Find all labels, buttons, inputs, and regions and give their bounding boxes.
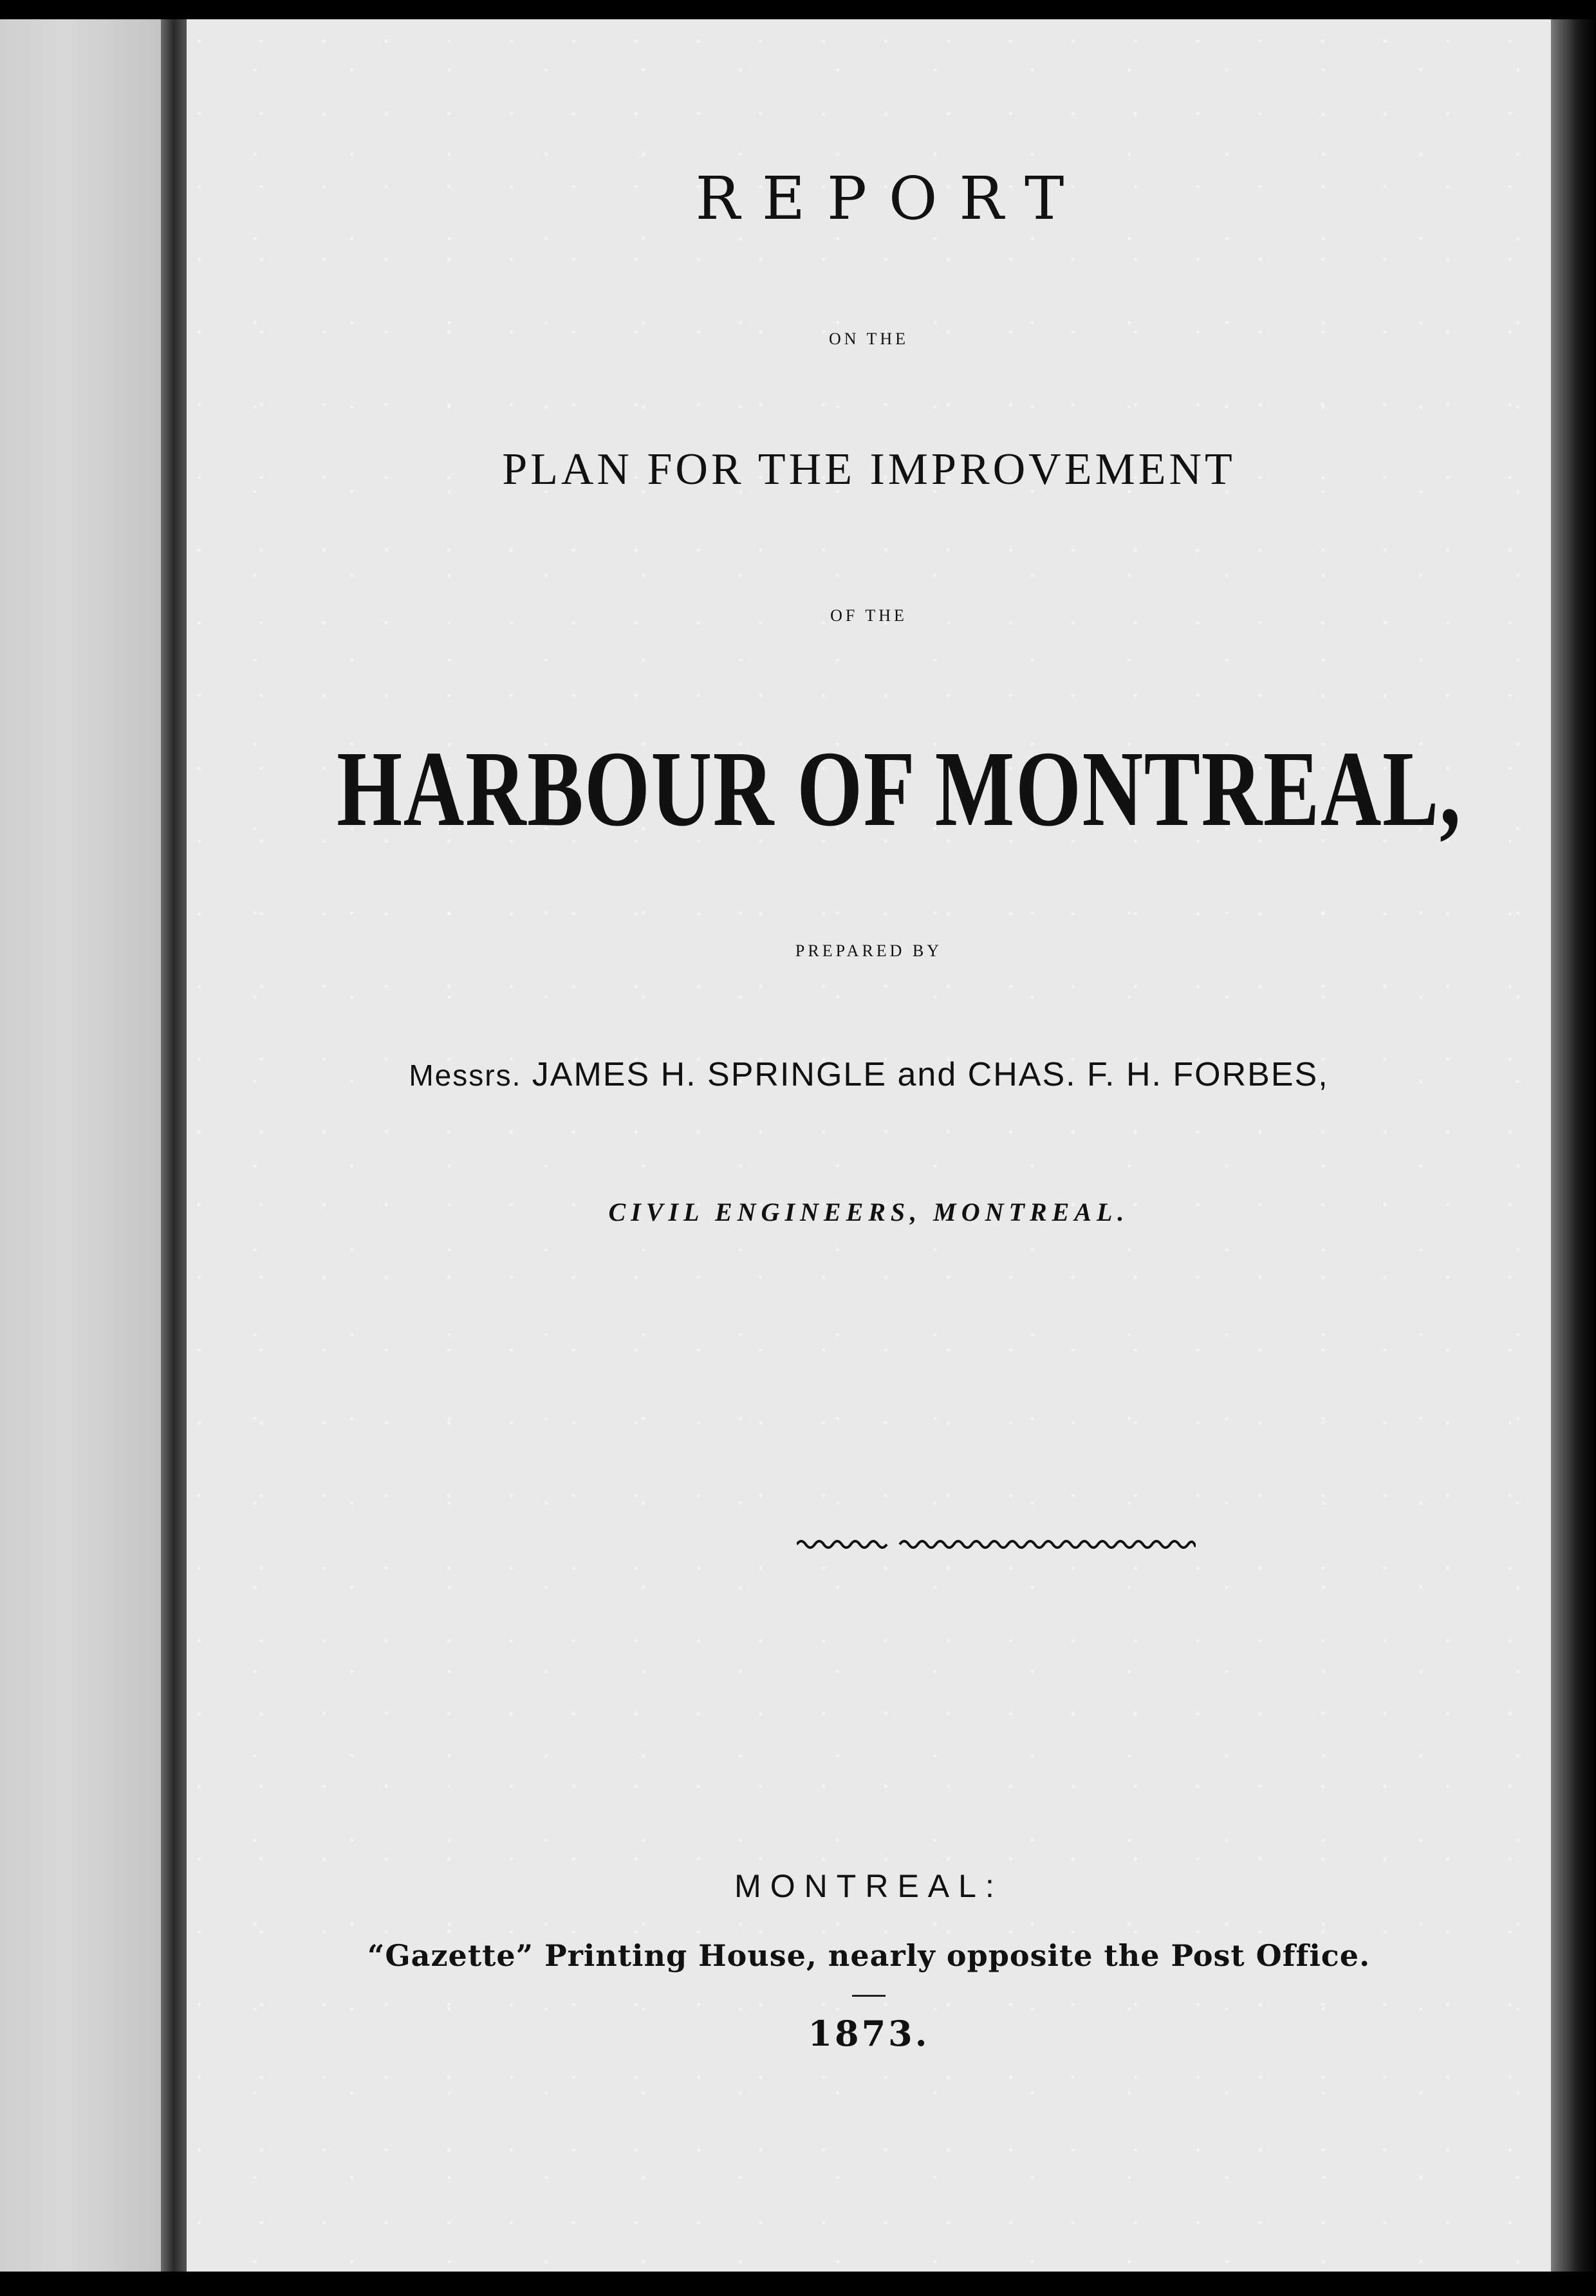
profession-line: CIVIL ENGINEERS, MONTREAL. [608, 1198, 1129, 1227]
authors-line [187, 1055, 1551, 1094]
authors-prefix: Messrs. [409, 1059, 522, 1092]
book-gutter [161, 19, 187, 2272]
facing-page-edge [0, 19, 161, 2272]
imprint-place: MONTREAL: [734, 1868, 1003, 1904]
plan-line: PLAN FOR THE IMPROVEMENT [502, 445, 1236, 494]
of-the-text: OF THE [830, 606, 907, 625]
imprint-year: 1873. [808, 2013, 930, 2054]
authors-names: JAMES H. SPRINGLE and CHAS. F. H. FORBES, [532, 1056, 1329, 1093]
wavy-divider [797, 1533, 1196, 1556]
page-right-edge [1551, 19, 1596, 2272]
short-rule [852, 1995, 886, 1997]
prepared-by-text: PREPARED BY [795, 941, 943, 960]
title-page [187, 19, 1551, 2272]
on-the-text: ON THE [828, 329, 909, 348]
main-title: HARBOUR OF MONTREAL, [337, 729, 1462, 849]
imprint-printer: “Gazette” Printing House, nearly opposite the Post Office. [367, 1938, 1371, 1973]
report-heading: REPORT [695, 164, 1086, 233]
